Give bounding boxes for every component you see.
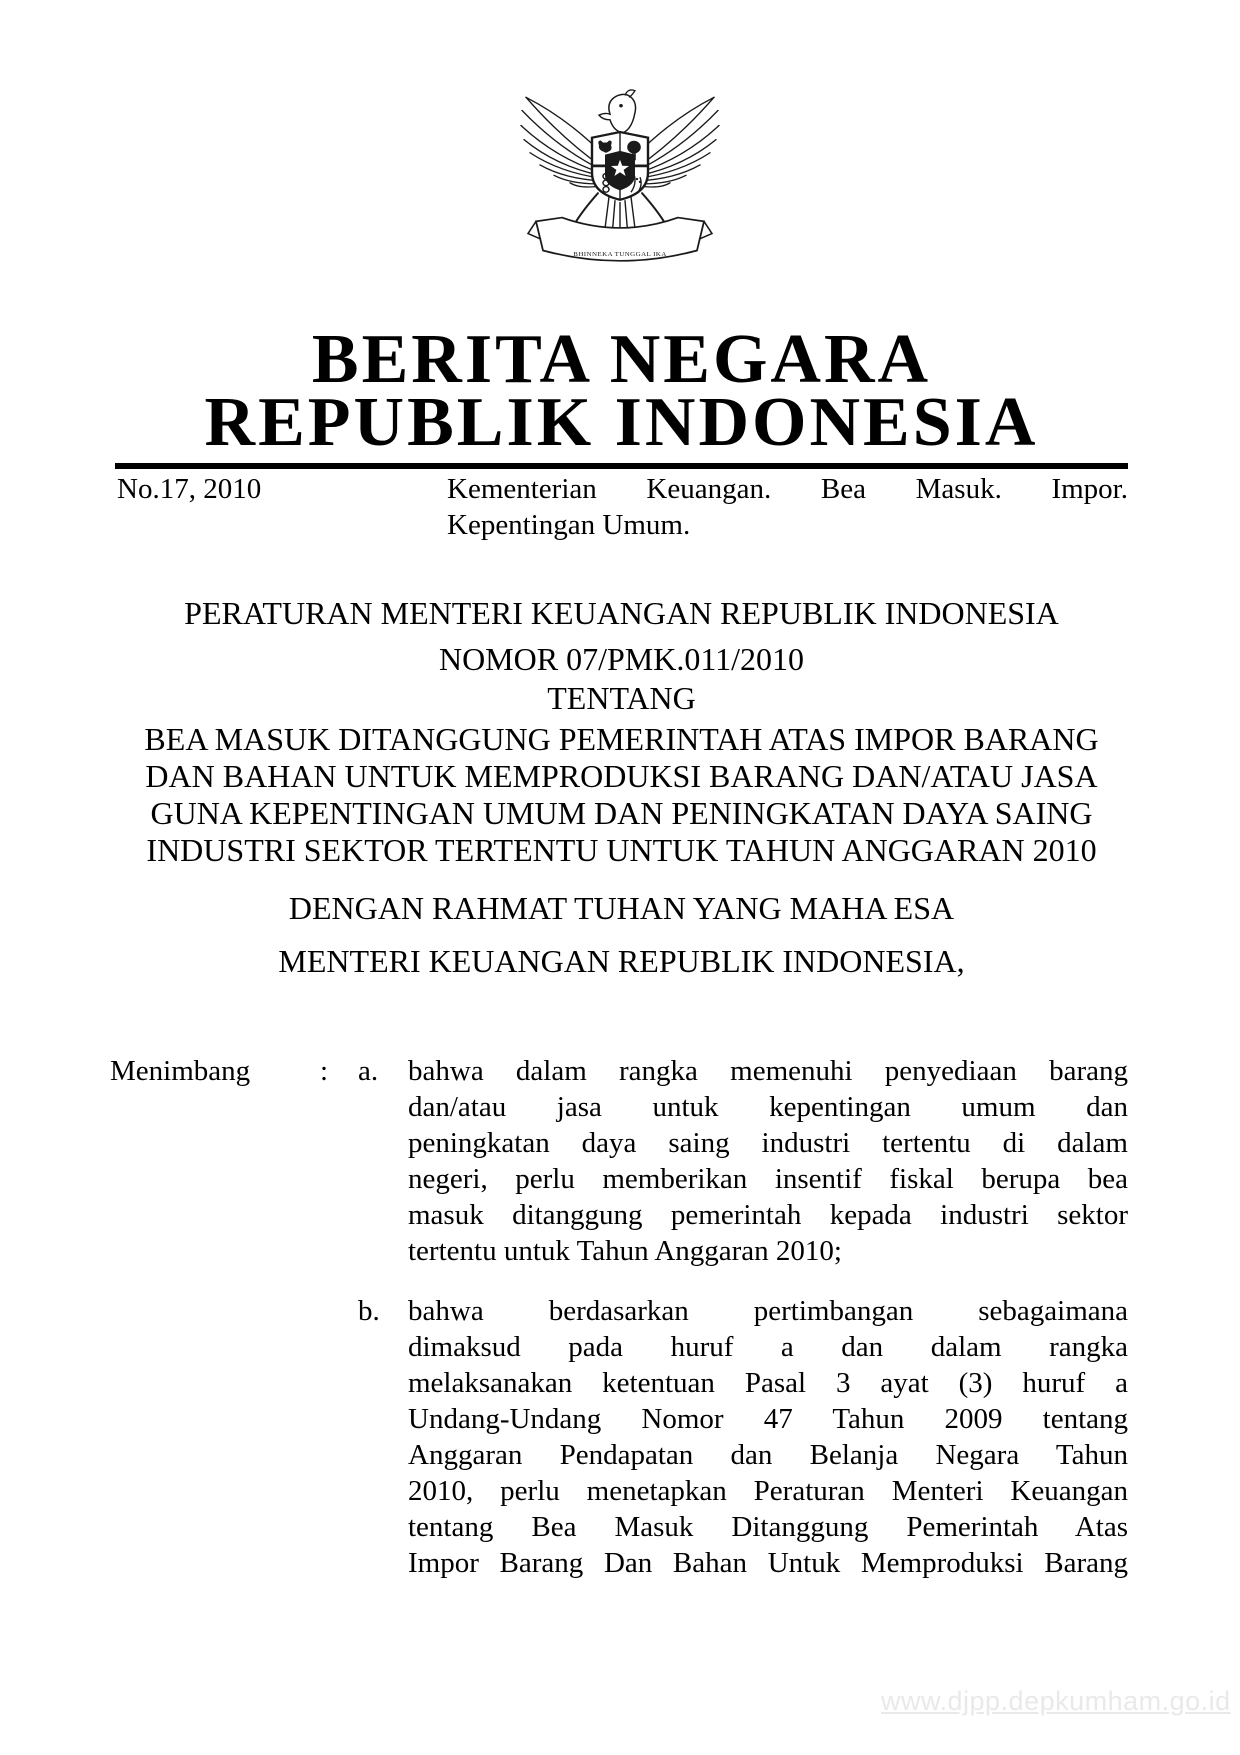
considering-separator: : (320, 1055, 329, 1087)
paragraph-line: peningkatan daya saing industri tertentu di dalam (408, 1127, 1128, 1159)
paragraph-line: Impor Barang Dan Bahan Untuk Memproduksi Barang (408, 1547, 1128, 1579)
paragraph-line: Undang-Undang Nomor 47 Tahun 2009 tentang (408, 1403, 1128, 1435)
paragraph-line: masuk ditanggung pemerintah kepada industri sektor (408, 1199, 1128, 1231)
garuda-head (599, 94, 636, 132)
regulation-title-line4: INDUSTRI SEKTOR TERTENTU UNTUK TAHUN ANGGARAN 2010 (146, 832, 1097, 868)
regulation-title-line3: GUNA KEPENTINGAN UMUM DAN PENINGKATAN DAYA SAING (150, 795, 1093, 831)
masthead-title-line2: REPUBLIK INDONESIA (204, 384, 1039, 461)
paragraph-line: negeri, perlu memberikan insentif fiskal berupa bea (408, 1163, 1128, 1195)
regulation-title-line2: DAN BAHAN UNTUK MEMPRODUKSI BARANG DAN/ATAU JASA (145, 758, 1098, 794)
paragraph-line: bahwa berdasarkan pertimbangan sebagaimana (408, 1295, 1128, 1327)
regulation-number: NOMOR 07/PMK.011/2010 (438, 641, 805, 677)
masthead-title-line1: BERITA NEGARA (311, 321, 932, 398)
considering-item-b-marker: b. (358, 1295, 380, 1327)
considering-item-a (408, 1053, 1128, 1269)
paragraph-line: dimaksud pada huruf a dan dalam rangka (408, 1331, 1128, 1363)
regulation-title-line1: BEA MASUK DITANGGUNG PEMERINTAH ATAS IMPOR BARANG (144, 721, 1099, 757)
gazette-number: No.17, 2010 (117, 473, 262, 505)
paragraph-line: tentang Bea Masuk Ditanggung Pemerintah Atas (408, 1511, 1128, 1543)
gazette-subject-line1: Kementerian Keuangan. Bea Masuk. Impor. (447, 473, 1128, 505)
gazette-subject-line2: Kepentingan Umum. (447, 509, 691, 541)
paragraph-line: melaksanakan ketentuan Pasal 3 ayat (3) huruf a (408, 1367, 1128, 1399)
regulation-issuer: MENTERI KEUANGAN REPUBLIK INDONESIA, (278, 943, 965, 979)
considering-label: Menimbang (110, 1055, 251, 1087)
paragraph-line: dan/atau jasa untuk kepentingan umum dan (408, 1091, 1128, 1123)
paragraph-line: bahwa dalam rangka memenuhi penyediaan barang (408, 1055, 1128, 1087)
watermark-url: www.djpp.depkumham.go.id (881, 1686, 1231, 1716)
gazette-subject (447, 471, 1128, 543)
regulation-authority: PERATURAN MENTERI KEUANGAN REPUBLIK INDONESIA (184, 595, 1059, 631)
motto-text: BHINNEKA TUNGGAL IKA (573, 251, 667, 259)
considering-item-b (408, 1293, 1128, 1581)
masthead-divider-rule (115, 463, 1128, 469)
garuda-eye (619, 104, 623, 107)
paragraph-line: Anggaran Pendapatan dan Belanja Negara Tahun (408, 1439, 1128, 1471)
regulation-invocation: DENGAN RAHMAT TUHAN YANG MAHA ESA (288, 890, 955, 926)
garuda-pancasila-emblem (520, 86, 720, 274)
regulation-about-label: TENTANG (547, 680, 696, 716)
paragraph-line: tertentu untuk Tahun Anggaran 2010; (408, 1235, 842, 1267)
considering-item-a-marker: a. (358, 1055, 379, 1087)
paragraph-line: 2010, perlu menetapkan Peraturan Menteri Keuangan (408, 1475, 1128, 1507)
